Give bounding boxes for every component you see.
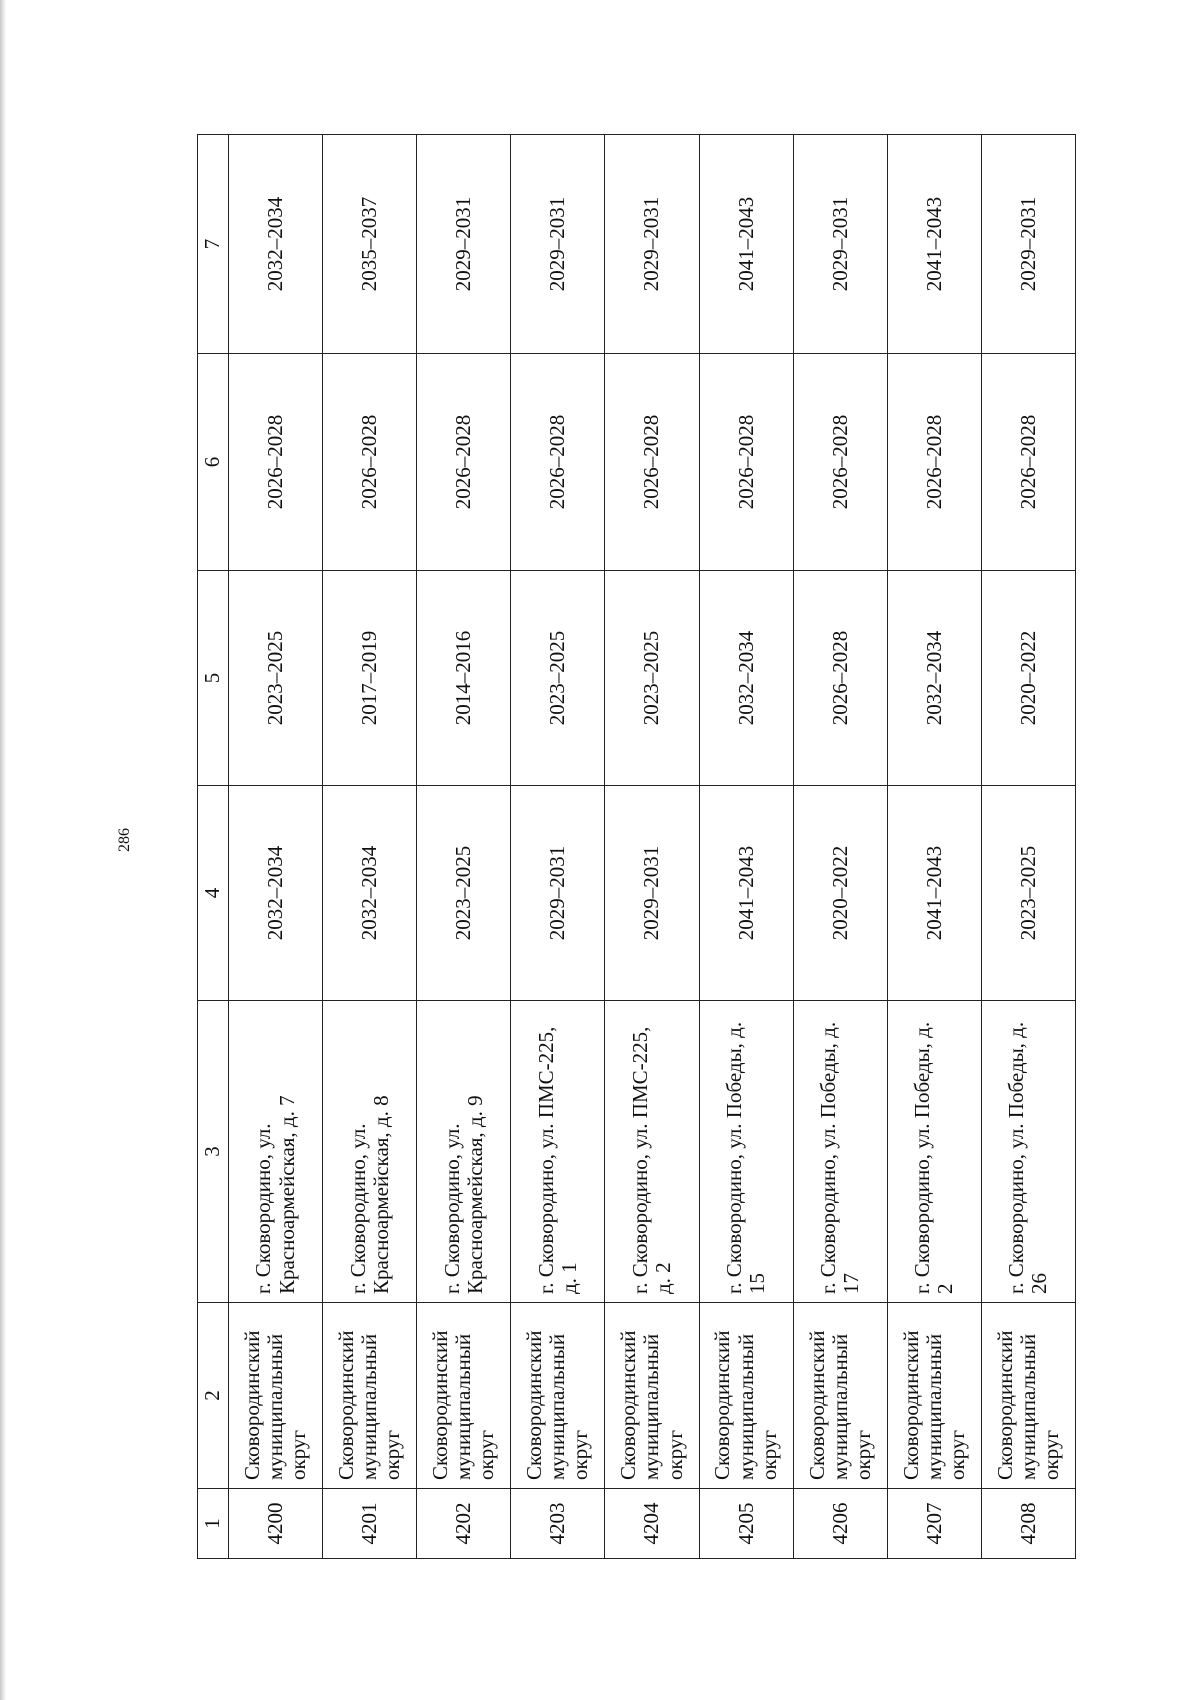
address-cell: г. Сковородино, ул. Победы, д. 2 <box>887 1001 981 1303</box>
address-cell: г. Сковородино, ул. ПМС-225, д. 2 <box>605 1001 699 1303</box>
period-cell-5: 2020–2022 <box>981 571 1075 786</box>
period-cell-7: 2029–2031 <box>417 135 511 354</box>
period-cell-4: 2023–2025 <box>981 786 1075 1001</box>
row-number-cell: 4205 <box>699 1489 793 1559</box>
period-cell-5: 2023–2025 <box>605 571 699 786</box>
period-cell-7: 2041–2043 <box>699 135 793 354</box>
row-number-cell: 4206 <box>793 1489 887 1559</box>
table-row <box>793 135 887 1559</box>
district-cell: Сковородинский муниципальный округ <box>887 1303 981 1489</box>
column-header-2: 2 <box>198 1303 229 1489</box>
period-cell-6: 2026–2028 <box>699 354 793 571</box>
period-cell-4: 2032–2034 <box>229 786 323 1001</box>
address-cell: г. Сковородино, ул. Победы, д. 17 <box>793 1001 887 1303</box>
district-cell: Сковородинский муниципальный округ <box>981 1303 1075 1489</box>
page-number: 286 <box>116 828 133 852</box>
period-cell-7: 2029–2031 <box>793 135 887 354</box>
district-cell: Сковородинский муниципальный округ <box>229 1303 323 1489</box>
period-cell-7: 2032–2034 <box>229 135 323 354</box>
column-header-6: 6 <box>198 354 229 571</box>
period-cell-5: 2023–2025 <box>229 571 323 786</box>
district-cell: Сковородинский муниципальный округ <box>323 1303 417 1489</box>
period-cell-6: 2026–2028 <box>229 354 323 571</box>
address-cell: г. Сковородино, ул. Победы, д. 26 <box>981 1001 1075 1303</box>
period-cell-4: 2041–2043 <box>887 786 981 1001</box>
period-cell-7: 2029–2031 <box>605 135 699 354</box>
row-number-cell: 4204 <box>605 1489 699 1559</box>
schedule-table <box>197 134 1076 1559</box>
address-cell: г. Сковородино, ул. Красноармейская, д. 9 <box>417 1001 511 1303</box>
district-cell: Сковородинский муниципальный округ <box>605 1303 699 1489</box>
table-row <box>887 135 981 1559</box>
address-cell: г. Сковородино, ул. Красноармейская, д. 8 <box>323 1001 417 1303</box>
scan-edge-shadow <box>0 0 6 1700</box>
period-cell-5: 2032–2034 <box>699 571 793 786</box>
column-header-1: 1 <box>198 1489 229 1559</box>
row-number-cell: 4201 <box>323 1489 417 1559</box>
district-cell: Сковородинский муниципальный округ <box>511 1303 605 1489</box>
period-cell-4: 2020–2022 <box>793 786 887 1001</box>
table-row <box>605 135 699 1559</box>
district-cell: Сковородинский муниципальный округ <box>417 1303 511 1489</box>
period-cell-4: 2023–2025 <box>417 786 511 1001</box>
period-cell-6: 2026–2028 <box>417 354 511 571</box>
row-number-cell: 4202 <box>417 1489 511 1559</box>
column-header-7: 7 <box>198 135 229 354</box>
period-cell-4: 2029–2031 <box>605 786 699 1001</box>
period-cell-4: 2032–2034 <box>323 786 417 1001</box>
period-cell-4: 2029–2031 <box>511 786 605 1001</box>
column-header-4: 4 <box>198 786 229 1001</box>
period-cell-5: 2026–2028 <box>793 571 887 786</box>
period-cell-7: 2029–2031 <box>511 135 605 354</box>
district-cell: Сковородинский муниципальный округ <box>793 1303 887 1489</box>
period-cell-7: 2029–2031 <box>981 135 1075 354</box>
period-cell-4: 2041–2043 <box>699 786 793 1001</box>
period-cell-5: 2032–2034 <box>887 571 981 786</box>
period-cell-6: 2026–2028 <box>793 354 887 571</box>
period-cell-6: 2026–2028 <box>605 354 699 571</box>
period-cell-6: 2026–2028 <box>323 354 417 571</box>
table-row <box>511 135 605 1559</box>
district-cell: Сковородинский муниципальный округ <box>699 1303 793 1489</box>
table-row <box>417 135 511 1559</box>
period-cell-5: 2023–2025 <box>511 571 605 786</box>
address-cell: г. Сковородино, ул. Красноармейская, д. 7 <box>229 1001 323 1303</box>
rotated-table-container <box>197 135 1076 1559</box>
table-row <box>229 135 323 1559</box>
column-header-3: 3 <box>198 1001 229 1303</box>
period-cell-5: 2014–2016 <box>417 571 511 786</box>
period-cell-6: 2026–2028 <box>887 354 981 571</box>
period-cell-7: 2035–2037 <box>323 135 417 354</box>
table-row <box>981 135 1075 1559</box>
period-cell-5: 2017–2019 <box>323 571 417 786</box>
period-cell-6: 2026–2028 <box>981 354 1075 571</box>
row-number-cell: 4207 <box>887 1489 981 1559</box>
row-number-cell: 4200 <box>229 1489 323 1559</box>
table-body <box>229 135 1076 1559</box>
table-header-row <box>198 135 229 1559</box>
table-row <box>699 135 793 1559</box>
column-header-5: 5 <box>198 571 229 786</box>
address-cell: г. Сковородино, ул. ПМС-225, д. 1 <box>511 1001 605 1303</box>
period-cell-7: 2041–2043 <box>887 135 981 354</box>
address-cell: г. Сковородино, ул. Победы, д. 15 <box>699 1001 793 1303</box>
row-number-cell: 4208 <box>981 1489 1075 1559</box>
period-cell-6: 2026–2028 <box>511 354 605 571</box>
row-number-cell: 4203 <box>511 1489 605 1559</box>
table-row <box>323 135 417 1559</box>
